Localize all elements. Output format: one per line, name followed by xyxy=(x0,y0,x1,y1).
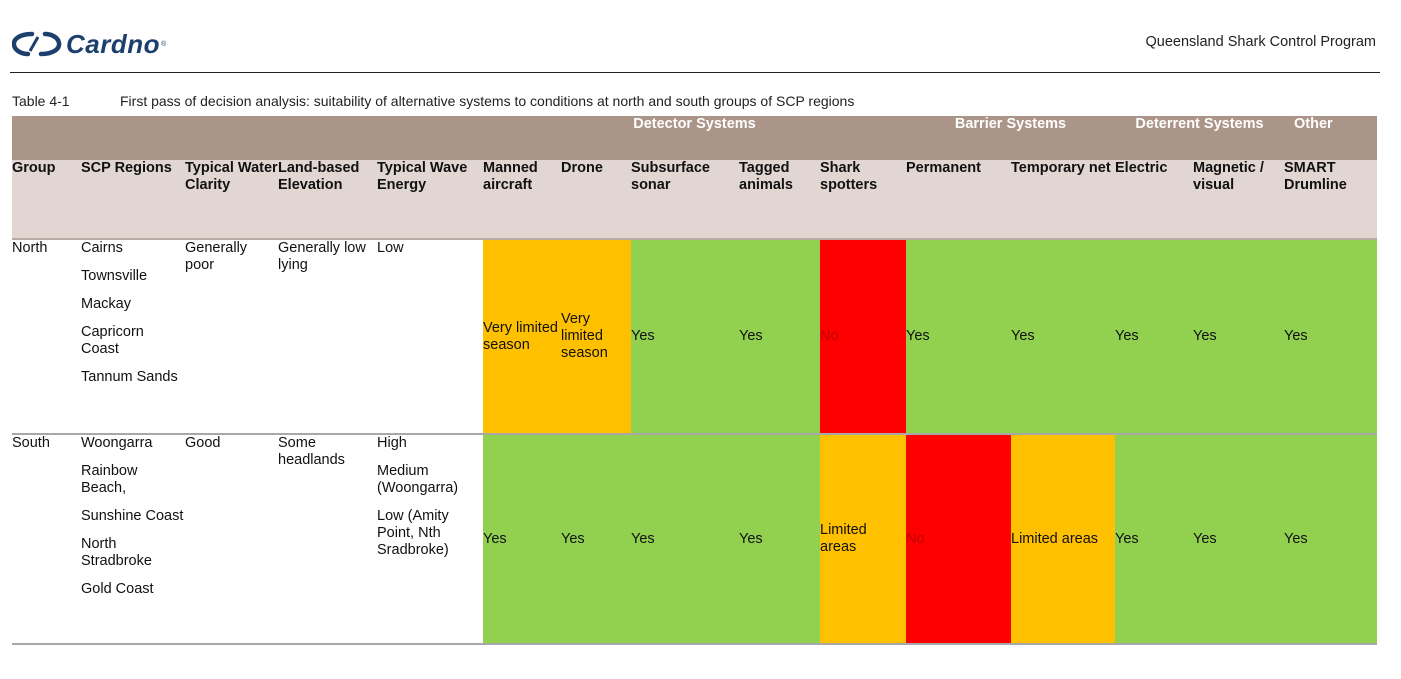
table-number: Table 4-1 xyxy=(12,93,70,109)
suitability-cell: Yes xyxy=(1284,434,1377,644)
suitability-cell: Yes xyxy=(483,434,561,644)
elevation-cell: Generally low lying xyxy=(278,239,377,434)
column-header: Magnetic / visual xyxy=(1193,160,1284,239)
column-header: Tagged animals xyxy=(739,160,820,239)
page-header xyxy=(10,0,1380,73)
column-header: Land-based Elevation xyxy=(278,160,377,239)
registered-mark-icon: ® xyxy=(161,40,167,48)
column-header: Subsurface sonar xyxy=(631,160,739,239)
region-item: Townsville xyxy=(81,268,148,284)
table-row-north xyxy=(12,239,1377,434)
column-header: Electric xyxy=(1115,160,1193,239)
column-header: Permanent xyxy=(906,160,1011,239)
regions-cell xyxy=(81,434,185,644)
wave-energy-cell xyxy=(377,239,483,434)
regions-cell xyxy=(81,239,185,434)
column-header: Manned aircraft xyxy=(483,160,561,239)
suitability-cell: Yes xyxy=(631,434,739,644)
wave-energy-cell xyxy=(377,434,483,644)
region-item: Woongarra xyxy=(81,435,153,451)
wave-energy-item: High xyxy=(377,435,407,451)
group-cell: South xyxy=(12,434,81,644)
suitability-cell: Yes xyxy=(739,239,820,434)
logo-wordmark: Cardno xyxy=(66,28,160,59)
column-header-row xyxy=(12,160,1377,239)
suitability-cell: No xyxy=(906,434,1011,644)
water-clarity-cell: Generally poor xyxy=(185,239,278,434)
region-item: Capricorn Coast xyxy=(81,324,144,357)
suitability-cell: Yes xyxy=(631,239,739,434)
column-header: Typical Water Clarity xyxy=(185,160,278,239)
column-header: Shark spotters xyxy=(820,160,906,239)
group-cell: North xyxy=(12,239,81,434)
column-header: Temporary net xyxy=(1011,160,1115,239)
suitability-cell: Very limited season xyxy=(483,239,561,434)
suitability-cell: Yes xyxy=(1115,239,1193,434)
group-header-deterrent: Deterrent Systems xyxy=(1115,116,1284,160)
column-header: Typical Wave Energy xyxy=(377,160,483,239)
suitability-cell: No xyxy=(820,239,906,434)
decision-analysis-table xyxy=(12,116,1377,645)
table-caption-text: First pass of decision analysis: suitability of alternative systems to conditions at north and south groups of SCP regions xyxy=(120,93,855,109)
region-item: Cairns xyxy=(81,240,123,256)
suitability-cell: Limited areas xyxy=(820,434,906,644)
group-header-detector: Detector Systems xyxy=(483,116,906,160)
column-header: Drone xyxy=(561,160,631,239)
wave-energy-item: Low xyxy=(377,240,404,256)
suitability-cell: Limited areas xyxy=(1011,434,1115,644)
document-title: Queensland Shark Control Program xyxy=(1145,34,1376,50)
suitability-cell: Yes xyxy=(1284,239,1377,434)
region-item: Rainbow Beach, xyxy=(81,463,138,496)
wave-energy-item: Medium (Woongarra) xyxy=(377,463,459,496)
suitability-cell: Yes xyxy=(906,239,1011,434)
region-item: Sunshine Coast xyxy=(81,508,184,524)
table-caption xyxy=(12,93,854,109)
column-header: SCP Regions xyxy=(81,160,185,239)
suitability-cell: Yes xyxy=(1011,239,1115,434)
suitability-cell: Very limited season xyxy=(561,239,631,434)
wave-energy-item: Low (Amity Point, Nth Sradbroke) xyxy=(377,508,449,558)
group-header-other: Other xyxy=(1284,116,1377,160)
suitability-cell: Yes xyxy=(561,434,631,644)
group-header-barrier: Barrier Systems xyxy=(906,116,1115,160)
region-item: North Stradbroke xyxy=(81,536,152,569)
suitability-cell: Yes xyxy=(739,434,820,644)
group-header-blank xyxy=(12,116,483,160)
system-group-header-row xyxy=(12,116,1377,160)
region-item: Mackay xyxy=(81,296,131,312)
table-row-south xyxy=(12,434,1377,644)
cardno-logo xyxy=(12,28,166,60)
region-item: Tannum Sands xyxy=(81,369,178,385)
water-clarity-cell: Good xyxy=(185,434,278,644)
suitability-cell: Yes xyxy=(1193,239,1284,434)
elevation-cell: Some headlands xyxy=(278,434,377,644)
suitability-cell: Yes xyxy=(1193,434,1284,644)
region-item: Gold Coast xyxy=(81,581,154,597)
column-header: SMART Drumline xyxy=(1284,160,1377,239)
suitability-cell: Yes xyxy=(1115,434,1193,644)
column-header: Group xyxy=(12,160,81,239)
cardno-swoosh-icon xyxy=(12,29,62,59)
